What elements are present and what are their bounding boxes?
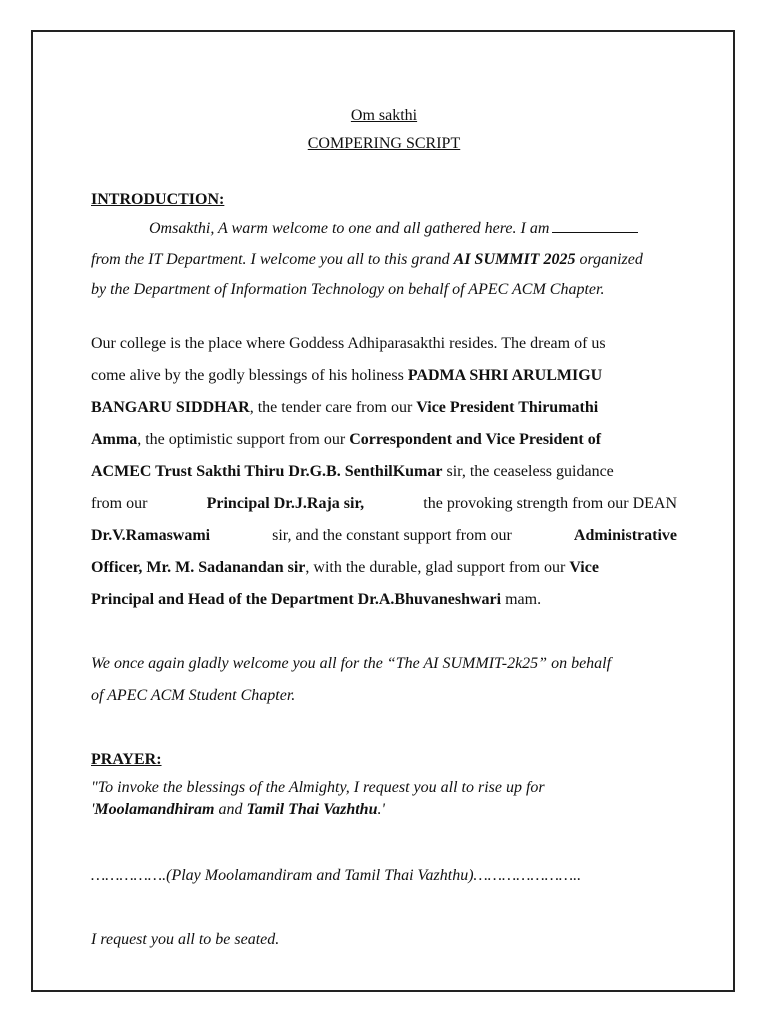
event-name: AI SUMMIT 2025 bbox=[453, 251, 576, 268]
prayer-line-1: "To invoke the blessings of the Almighty, I request you all to rise up for bbox=[91, 779, 545, 796]
introduction-heading: INTRODUCTION: bbox=[91, 191, 225, 208]
prayer-tamil-thai: Tamil Thai Vazhthu bbox=[246, 801, 378, 818]
intro-line-2-tail: organized bbox=[575, 251, 643, 268]
para2-line-4 bbox=[91, 430, 601, 450]
para2-line-9-text: mam. bbox=[501, 591, 542, 608]
para2-line-2-text: come alive by the godly blessings of his holiness bbox=[91, 367, 408, 384]
para2-line-7-bold-a: Dr.V.Ramaswami bbox=[91, 527, 211, 544]
prayer-line-2-quote: ' bbox=[91, 801, 95, 818]
prayer-line-2 bbox=[91, 800, 385, 820]
closing-line: I request you all to be seated. bbox=[91, 931, 280, 948]
para2-line-7 bbox=[91, 526, 677, 546]
prayer-line-2-end: .' bbox=[377, 801, 385, 818]
para2-line-7-bold-b: Administrative bbox=[573, 527, 677, 544]
para2-line-8-bold-b: Vice bbox=[569, 559, 599, 576]
prayer-line-2-and: and bbox=[214, 801, 247, 818]
prayer-moolamandhiram: Moolamandhiram bbox=[94, 801, 215, 818]
para3-line-1: We once again gladly welcome you all for the “The AI SUMMIT-2k25” on behalf bbox=[91, 655, 612, 672]
page-subtitle: COMPERING SCRIPT bbox=[307, 135, 461, 152]
intro-line-1-text: Omsakthi, A warm welcome to one and all gathered here. I am bbox=[149, 220, 550, 237]
play-cue: …………….(Play Moolamandiram and Tamil Thai Vazhthu)………………….. bbox=[91, 867, 582, 884]
para2-line-2-bold: PADMA SHRI ARULMIGU bbox=[407, 367, 603, 384]
para2-line-8-bold-a: Officer, Mr. M. Sadanandan sir bbox=[91, 559, 306, 576]
intro-line-3: by the Department of Information Technology on behalf of APEC ACM Chapter. bbox=[91, 281, 605, 298]
para2-line-8-text: , with the durable, glad support from our bbox=[305, 559, 570, 576]
para2-line-6-tail: the provoking strength from our DEAN bbox=[423, 495, 677, 512]
para2-line-5 bbox=[91, 462, 614, 482]
name-blank bbox=[552, 218, 638, 233]
intro-line-2 bbox=[91, 250, 643, 270]
para2-line-6-bold: Principal Dr.J.Raja sir, bbox=[206, 495, 365, 512]
intro-line-2-text: from the IT Department. I welcome you all to this grand bbox=[91, 251, 454, 268]
para2-line-5-bold: ACMEC Trust Sakthi Thiru Dr.G.B. SenthilKumar bbox=[91, 463, 443, 480]
para2-line-2 bbox=[91, 366, 602, 386]
para2-line-3-bold-b: Vice President Thirumathi bbox=[416, 399, 599, 416]
para3-line-2: of APEC ACM Student Chapter. bbox=[91, 687, 296, 704]
para2-line-4-bold-a: Amma bbox=[91, 431, 138, 448]
para2-line-6-text: from our bbox=[91, 495, 148, 512]
para2-line-3-bold-a: BANGARU SIDDHAR bbox=[91, 399, 250, 416]
para2-line-9 bbox=[91, 590, 541, 610]
para2-line-6 bbox=[91, 494, 677, 514]
para2-line-3-text: , the tender care from our bbox=[249, 399, 417, 416]
para2-line-9-bold: Principal and Head of the Department Dr.A.Bhuvaneshwari bbox=[91, 591, 502, 608]
para2-line-7-text: sir, and the constant support from our bbox=[272, 527, 512, 544]
para2-line-8 bbox=[91, 558, 599, 578]
para2-line-3 bbox=[91, 398, 598, 418]
para2-line-4-bold-b: Correspondent and Vice President of bbox=[349, 431, 602, 448]
para2-line-4-text: , the optimistic support from our bbox=[137, 431, 350, 448]
page-title: Om sakthi bbox=[350, 107, 418, 124]
prayer-heading: PRAYER: bbox=[91, 751, 162, 768]
para2-line-1: Our college is the place where Goddess Adhiparasakthi resides. The dream of us bbox=[91, 335, 606, 352]
para2-line-5-text: sir, the ceaseless guidance bbox=[442, 463, 614, 480]
intro-line-1 bbox=[149, 218, 638, 239]
